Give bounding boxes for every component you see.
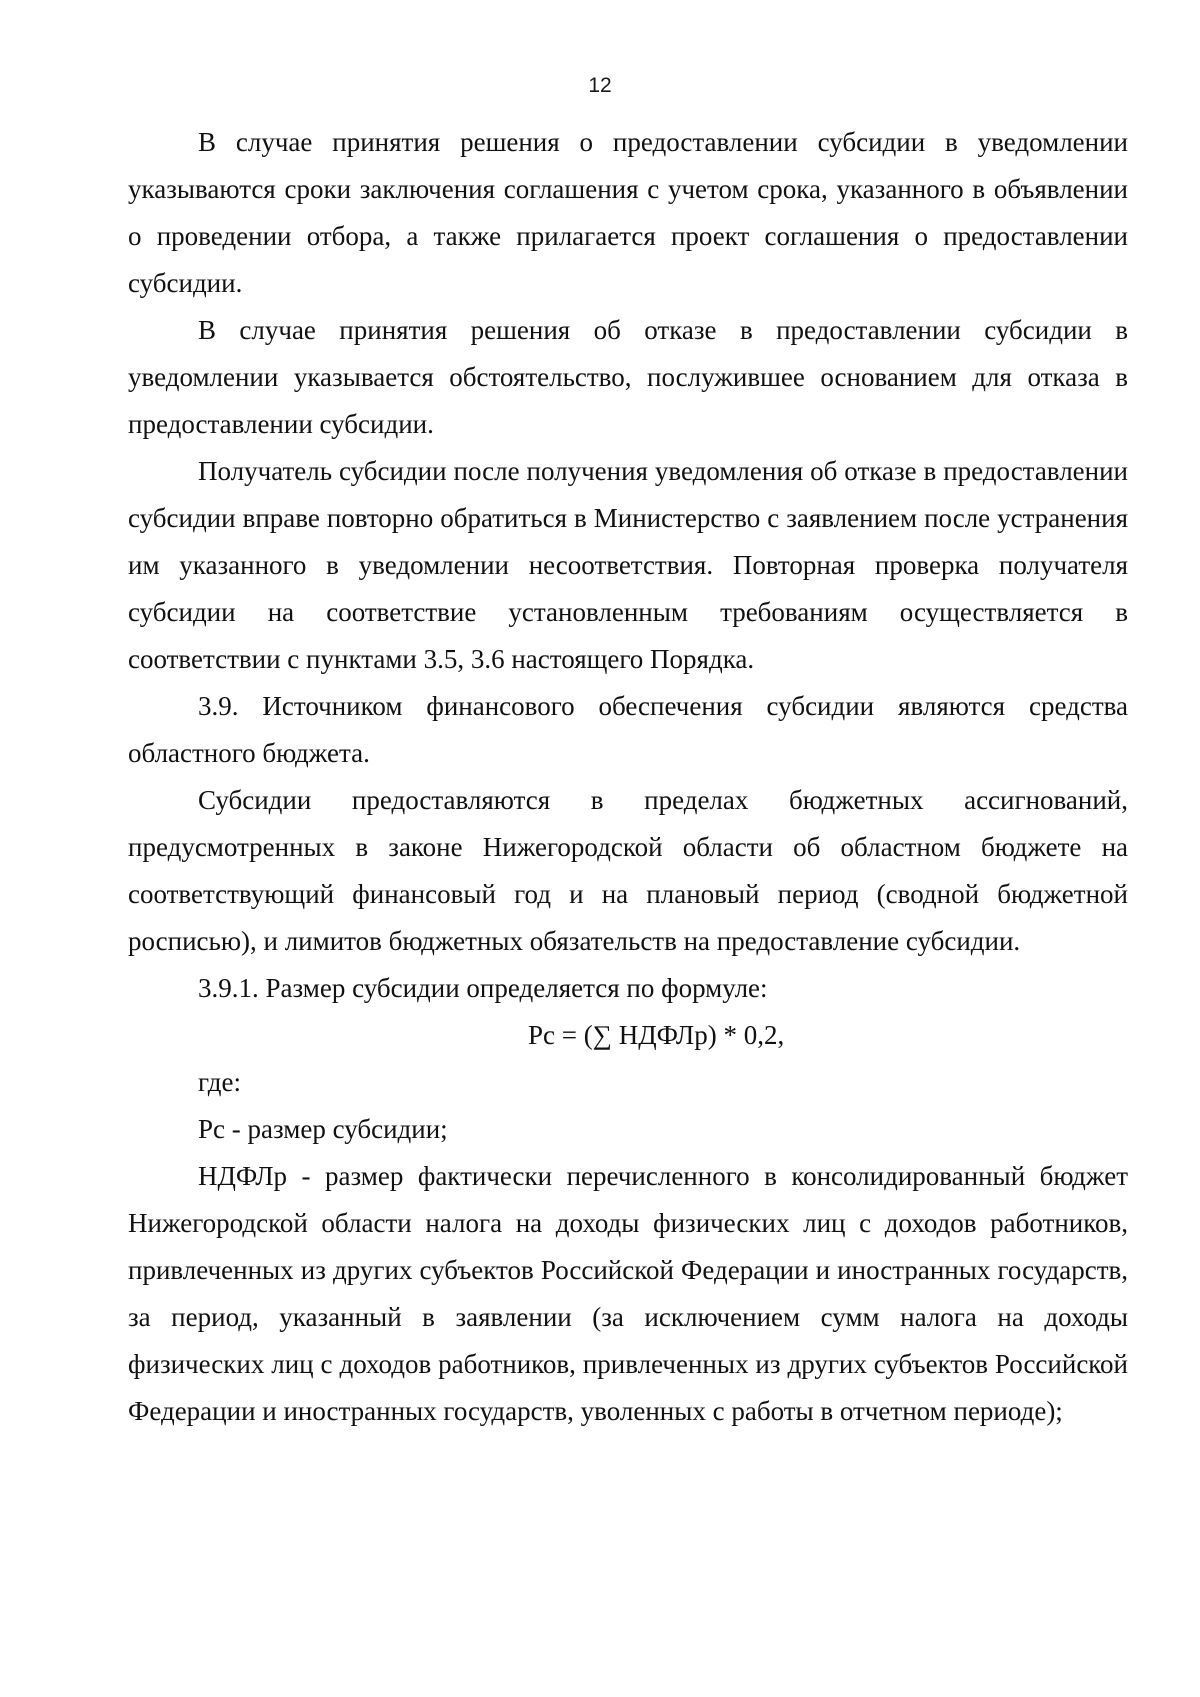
paragraph-where: где:: [198, 1067, 241, 1097]
paragraph-notification-approval: В случае принятия решения о предоставлении субсидии в уведомлении указываются сроки заключения соглашения с учетом срока, указанного в объявлении о проведении отбора, а также прилагается проект соглашения о предоставлении субсидии.: [128, 127, 1128, 298]
paragraph-repeat-application: Получатель субсидии после получения уведомления об отказе в предоставлении субсидии вправе повторно обратиться в Министерство с заявлением после устранения им указанного в уведомлении несоответствия. Повторная проверка получателя субсидии на соответствие установленным требованиям осуществляется в соответствии с пунктами 3.5, 3.6 настоящего Порядка.: [128, 456, 1128, 674]
subsidy-formula: Рс = (∑ НДФЛр) * 0,2,: [528, 1020, 785, 1050]
paragraph-rs-definition: Рс - размер субсидии;: [198, 1114, 448, 1144]
paragraph-notification-refusal: В случае принятия решения об отказе в предоставлении субсидии в уведомлении указывается обстоятельство, послужившее основанием для отказа в предоставлении субсидии.: [128, 315, 1128, 439]
document-body: [128, 119, 1128, 1435]
paragraph-3-9-1-formula-intro: 3.9.1. Размер субсидии определяется по формуле:: [198, 973, 768, 1003]
paragraph-budget-limits: Субсидии предоставляются в пределах бюджетных ассигнований, предусмотренных в законе Нижегородской области об областном бюджете на соответствующий финансовый год и на плановый период (сводной бюджетной росписью), и лимитов бюджетных обязательств на предоставление субсидии.: [128, 785, 1128, 956]
paragraph-3-9-funding-source: 3.9. Источником финансового обеспечения субсидии являются средства областного бюджета.: [128, 691, 1128, 768]
page-number: 12: [588, 74, 612, 97]
paragraph-ndflr-definition: НДФЛр - размер фактически перечисленного в консолидированный бюджет Нижегородской области налога на доходы физических лиц с доходов работников, привлеченных из других субъектов Российской Федерации и иностранных государств, за период, указанный в заявлении (за исключением сумм налога на доходы физических лиц с доходов работников, привлеченных из других субъектов Российской Федерации и иностранных государств, уволенных с работы в отчетном периоде);: [128, 1161, 1128, 1426]
